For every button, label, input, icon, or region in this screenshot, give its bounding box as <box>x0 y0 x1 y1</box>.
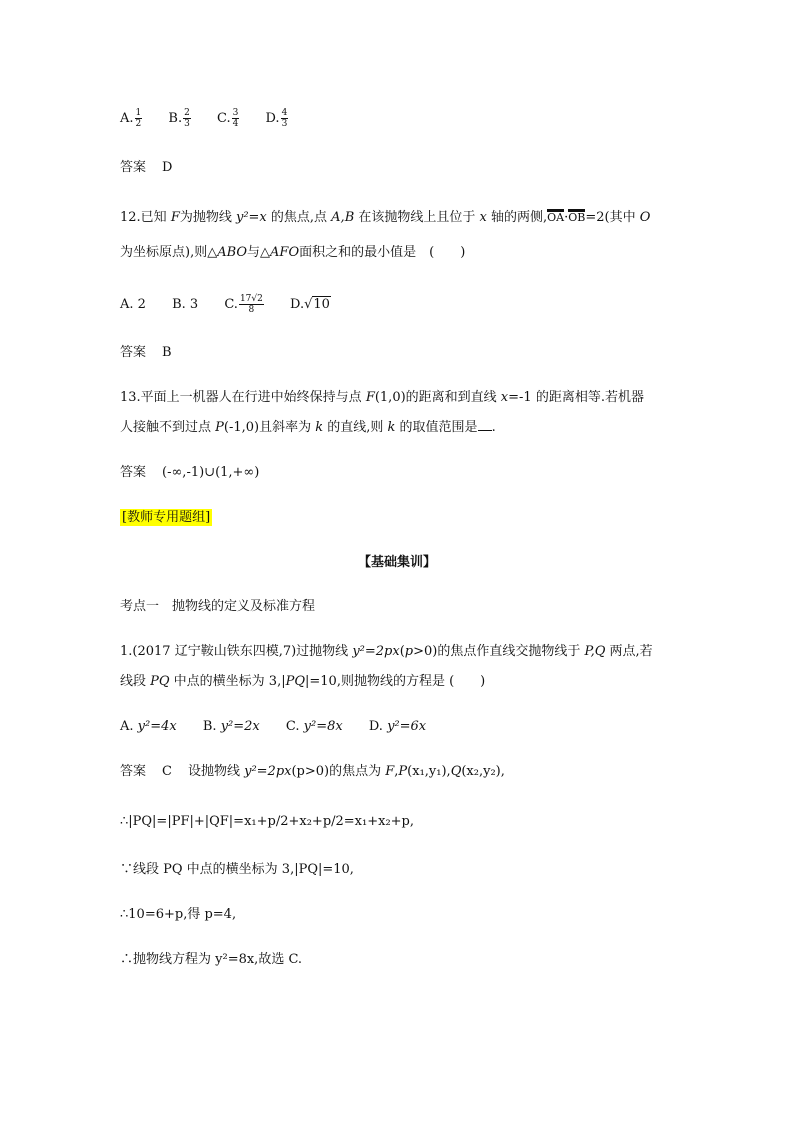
answer-blank <box>478 430 492 431</box>
q12-option-b: B. 3 <box>172 297 199 312</box>
p1-option-d: D. y²=6x <box>368 719 427 734</box>
q12-line2: 为坐标原点),则△ABO与△AFO面积之和的最小值是 ( ) <box>120 245 466 260</box>
q11-option-c: C. $\frac{3}{4}$ <box>216 108 239 129</box>
topic-heading: 考点一 抛物线的定义及标准方程 <box>120 599 316 614</box>
solution-line-1: ∴|PQ|=|PF|+|QF|=x₁+p/2+x₂+p/2=x₁+x₂+p, <box>120 814 415 829</box>
vector-oa: OA <box>547 211 565 224</box>
teacher-tag: [教师专用题组] <box>122 510 211 525</box>
solution-line-3: ∴10=6+p,得 p=4, <box>120 907 237 922</box>
q12-option-c: C. $\frac{17√2}{8}$ <box>224 294 263 315</box>
vector-ob: OB <box>568 211 586 224</box>
p1-option-c: C. y²=8x <box>285 719 343 734</box>
q11-option-b: B. $\frac{2}{3}$ <box>168 108 190 129</box>
p1-line2: 线段 PQ 中点的横坐标为 3,|PQ|=10,则抛物线的方程是 ( ) <box>120 674 486 689</box>
q12-option-d: D.√10 <box>290 297 330 312</box>
q11-answer: 答案 D <box>120 160 173 175</box>
q13-line2: 人接触不到过点 P(-1,0)且斜率为 k 的直线,则 k 的取值范围是 . <box>120 420 496 435</box>
p1-option-a: A. y²=4x <box>120 719 177 734</box>
q13-answer: 答案 (-∞,-1)∪(1,+∞) <box>120 465 260 480</box>
q12-answer: 答案 B <box>120 345 172 360</box>
p1-line1: 1.(2017 辽宁鞍山铁东四模,7)过抛物线 y²=2px(p>0)的焦点作直线交抛物线于 P,Q 两点,若 <box>120 644 653 659</box>
q12-line1: 12.已知 F为抛物线 y²=x 的焦点,点 A,B 在该抛物线上且位于 x 轴的两侧,OA·OB=2(其中 O <box>120 210 651 225</box>
q12-option-a: A. 2 <box>120 297 146 312</box>
q11-option-d: D. $\frac{4}{3}$ <box>265 108 288 129</box>
q13-line1: 13.平面上一机器人在行进中始终保持与点 F(1,0)的距离和到直线 x=-1 的距离相等.若机器 <box>120 390 644 405</box>
q12-options <box>120 294 353 315</box>
q11-option-a: A. $\frac{1}{2}$ <box>120 108 142 129</box>
p1-option-b: B. y²=2x <box>202 719 260 734</box>
section-title: 【基础集训】 <box>357 555 436 570</box>
solution-line-2: ∵线段 PQ 中点的横坐标为 3,|PQ|=10, <box>120 862 354 877</box>
p1-options <box>120 717 448 737</box>
q11-options <box>120 108 310 129</box>
p1-answer: 答案 C 设抛物线 y²=2px(p>0)的焦点为 F,P(x₁,y₁),Q(x₂,y₂), <box>120 764 505 779</box>
solution-line-4: ∴抛物线方程为 y²=8x,故选 C. <box>120 952 303 967</box>
